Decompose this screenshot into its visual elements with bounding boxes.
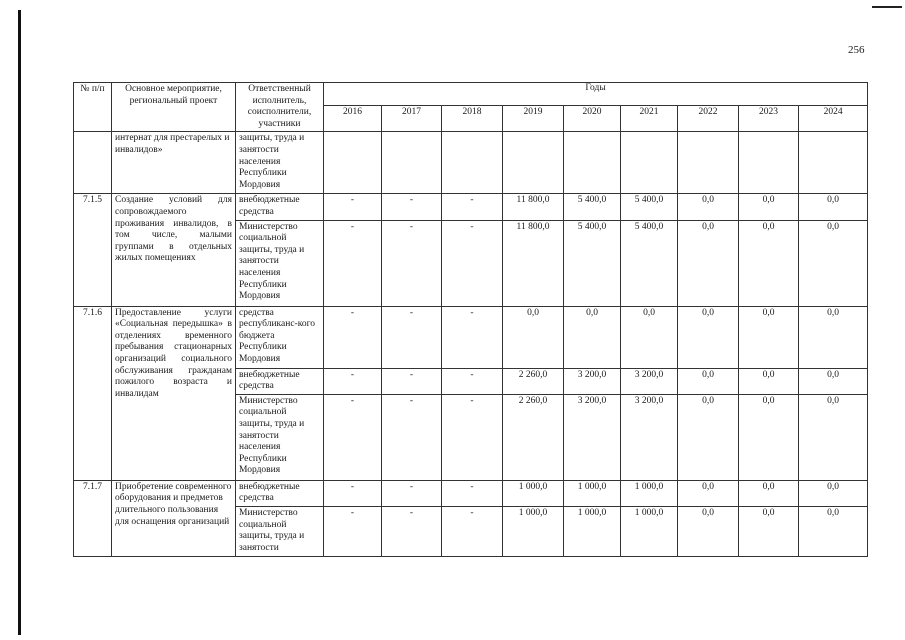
cell-value: - [442, 306, 503, 368]
header-row-1 [74, 83, 868, 106]
header-year: 2021 [621, 105, 678, 132]
cell-value: 11 800,0 [503, 220, 564, 306]
row-num: 7.1.5 [74, 194, 112, 306]
cell-value: 0,0 [621, 306, 678, 368]
cell-value: 1 000,0 [621, 480, 678, 506]
cell-value: 5 400,0 [621, 220, 678, 306]
cell-value: 0,0 [739, 368, 799, 394]
cell-value: 1 000,0 [503, 506, 564, 556]
header-year: 2022 [678, 105, 739, 132]
cell-value: 5 400,0 [564, 220, 621, 306]
cell-value: 3 200,0 [621, 368, 678, 394]
cell-value: - [382, 480, 442, 506]
cell-value: 0,0 [739, 194, 799, 220]
cell-value: 5 400,0 [621, 194, 678, 220]
cell-value: 3 200,0 [564, 368, 621, 394]
row-responsible: Министерство социальной защиты, труда и занятости населения Республики Мордовия [236, 394, 324, 480]
cell-value: 0,0 [564, 306, 621, 368]
cell-value: - [324, 368, 382, 394]
cell-value: 0,0 [799, 506, 868, 556]
cell-value: 5 400,0 [564, 194, 621, 220]
cell-value: - [442, 480, 503, 506]
cell-value: - [324, 306, 382, 368]
table-row [74, 132, 868, 194]
row-responsible: внебюджетные средства [236, 480, 324, 506]
cell-value: 3 200,0 [621, 394, 678, 480]
cell-value: 0,0 [739, 480, 799, 506]
cell-value: 0,0 [739, 306, 799, 368]
cell-value: - [324, 394, 382, 480]
cell-value: - [382, 368, 442, 394]
binding-edge [18, 10, 21, 635]
cell-value: 11 800,0 [503, 194, 564, 220]
cell-value: 0,0 [503, 306, 564, 368]
header-year: 2020 [564, 105, 621, 132]
row-num: 7.1.7 [74, 480, 112, 556]
budget-table [73, 82, 868, 557]
cell-value: 0,0 [739, 220, 799, 306]
header-year: 2024 [799, 105, 868, 132]
header-event: Основное мероприятие, региональный проект [112, 83, 236, 132]
cell-value: - [324, 506, 382, 556]
cell-value: - [442, 506, 503, 556]
row-event: Приобретение современного оборудования и предметов длительного пользования для оснащения организаций [112, 480, 236, 556]
row-num: 7.1.6 [74, 306, 112, 480]
cell-value: - [382, 506, 442, 556]
cell-value: 0,0 [799, 194, 868, 220]
cell-value: 2 260,0 [503, 368, 564, 394]
row-event: интернат для престарелых и инвалидов» [112, 132, 236, 194]
cell-value: 0,0 [678, 306, 739, 368]
header-responsible: Ответственный исполнитель, соисполнители, участники [236, 83, 324, 132]
cell-value: - [382, 194, 442, 220]
header-year: 2017 [382, 105, 442, 132]
header-year: 2016 [324, 105, 382, 132]
table-row [74, 480, 868, 506]
row-responsible: внебюджетные средства [236, 368, 324, 394]
table-row [74, 306, 868, 368]
row-event: Предоставление услуги «Социальная передышка» в отделениях временного пребывания стационарных организаций социального обслуживания гражданам пожилого возраста и инвалидам [112, 306, 236, 480]
cell-value: - [382, 306, 442, 368]
cell-value: - [382, 220, 442, 306]
cell-value: 2 260,0 [503, 394, 564, 480]
row-responsible: Министерство социальной защиты, труда и занятости [236, 506, 324, 556]
cell-value: - [324, 220, 382, 306]
cell-value: 0,0 [799, 394, 868, 480]
cell-value: 1 000,0 [621, 506, 678, 556]
cell-value: 0,0 [678, 394, 739, 480]
cell-value: 0,0 [799, 306, 868, 368]
page-number: 256 [848, 44, 865, 56]
cell-value: 0,0 [678, 194, 739, 220]
cell-value: 0,0 [678, 506, 739, 556]
header-years: Годы [324, 83, 868, 106]
header-year: 2018 [442, 105, 503, 132]
cell-value: 3 200,0 [564, 394, 621, 480]
row-responsible: средства республиканс-кого бюджета Республики Мордовия [236, 306, 324, 368]
row-responsible: внебюджетные средства [236, 194, 324, 220]
row-responsible: Министерство социальной защиты, труда и занятости населения Республики Мордовия [236, 220, 324, 306]
cell-value: 0,0 [799, 368, 868, 394]
cell-value: 1 000,0 [503, 480, 564, 506]
header-year: 2019 [503, 105, 564, 132]
row-event: Создание условий для сопровождаемого проживания инвалидов, в том числе, малыми группами в отдельных жилых помещениях [112, 194, 236, 306]
header-year: 2023 [739, 105, 799, 132]
cell-value: 0,0 [678, 368, 739, 394]
row-responsible: защиты, труда и занятости населения Республики Мордовия [236, 132, 324, 194]
cell-value: - [442, 194, 503, 220]
cell-value: - [442, 394, 503, 480]
cell-value: 0,0 [799, 220, 868, 306]
cell-value: - [324, 480, 382, 506]
row-num [74, 132, 112, 194]
cell-value: 1 000,0 [564, 506, 621, 556]
cell-value: - [382, 394, 442, 480]
scan-mark [872, 6, 902, 8]
cell-value: 1 000,0 [564, 480, 621, 506]
cell-value: 0,0 [678, 220, 739, 306]
cell-value: 0,0 [739, 394, 799, 480]
cell-value: - [324, 194, 382, 220]
cell-value: - [442, 368, 503, 394]
cell-value: - [442, 220, 503, 306]
table-row [74, 194, 868, 220]
cell-value: 0,0 [799, 480, 868, 506]
cell-value: 0,0 [739, 506, 799, 556]
header-num: № п/п [74, 83, 112, 132]
cell-value: 0,0 [678, 480, 739, 506]
